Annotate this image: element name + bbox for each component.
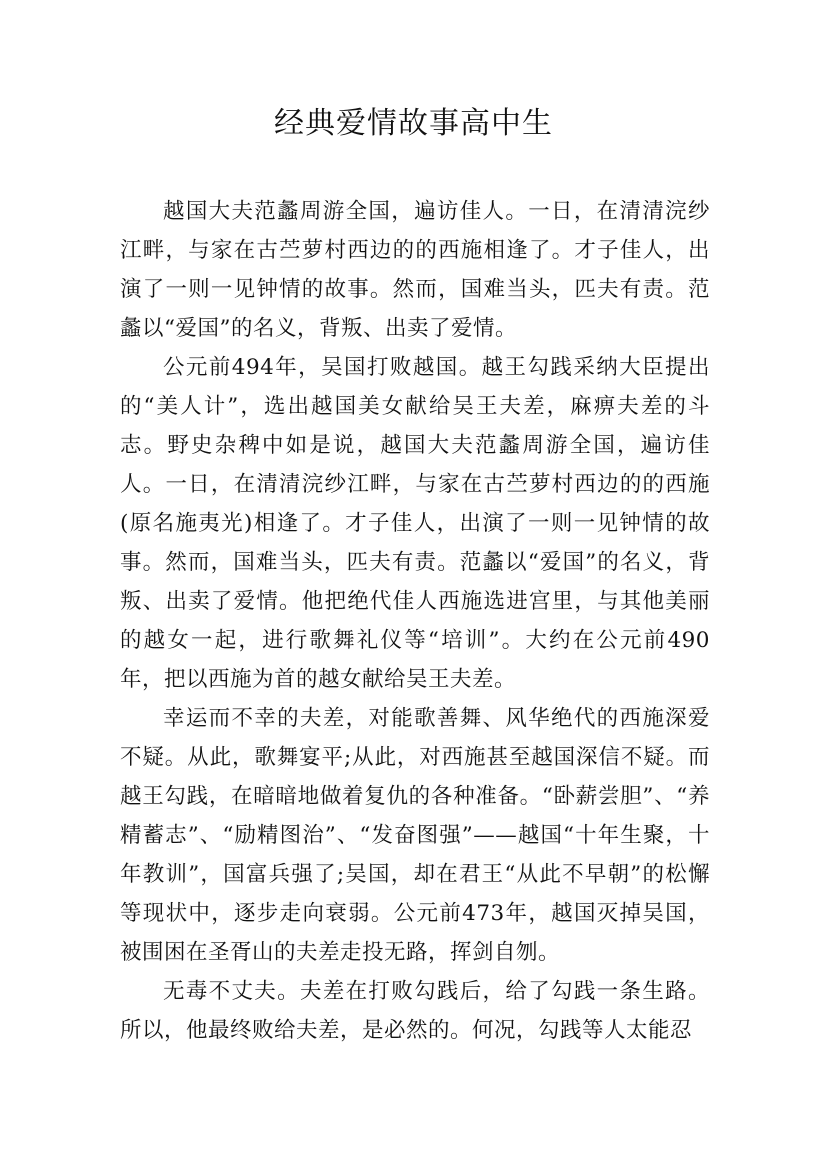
paragraph: 无毒不丈夫。夫差在打败勾践后，给了勾践一条生路。所以，他最终败给夫差，是必然的。何况，勾践等人太能忍 bbox=[120, 979, 710, 1043]
document-title: 经典爱情故事高中生 bbox=[274, 106, 553, 141]
document-body bbox=[120, 192, 710, 1050]
paragraph: 越国大夫范蠡周游全国，遍访佳人。一日，在清清浣纱江畔，与家在古苎萝村西边的的西施相逢了。才子佳人，出演了一则一见钟情的故事。然而，国难当头，匹夫有责。范蠡以“爱国”的名义，背叛、出卖了爱情。 bbox=[120, 199, 710, 341]
paragraph: 幸运而不幸的夫差，对能歌善舞、风华绝代的西施深爱不疑。从此，歌舞宴平;从此，对西施甚至越国深信不疑。而越王勾践，在暗暗地做着复仇的各种准备。“卧薪尝胆”、“养精蓄志”、“励精图治”、“发奋图强”——越国“十年生聚，十年教训”，国富兵强了;吴国，却在君王“从此不早朝”的松懈等现状中，逐步走向衰弱。公元前473年，越国灭掉吴国，被围困在圣胥山的夫差走投无路，挥剑自刎。 bbox=[120, 706, 710, 965]
paragraph: 公元前494年，吴国打败越国。越王勾践采纳大臣提出的“美人计”，选出越国美女献给吴王夫差，麻痹夫差的斗志。野史杂稗中如是说，越国大夫范蠡周游全国，遍访佳人。一日，在清清浣纱江畔，与家在古苎萝村西边的的西施(原名施夷光)相逢了。才子佳人，出演了一则一见钟情的故事。然而，国难当头，匹夫有责。范蠡以“爱国”的名义，背叛、出卖了爱情。他把绝代佳人西施选进宫里，与其他美丽的越女一起，进行歌舞礼仪等“培训”。大约在公元前490年，把以西施为首的越女献给吴王夫差。 bbox=[120, 355, 710, 692]
